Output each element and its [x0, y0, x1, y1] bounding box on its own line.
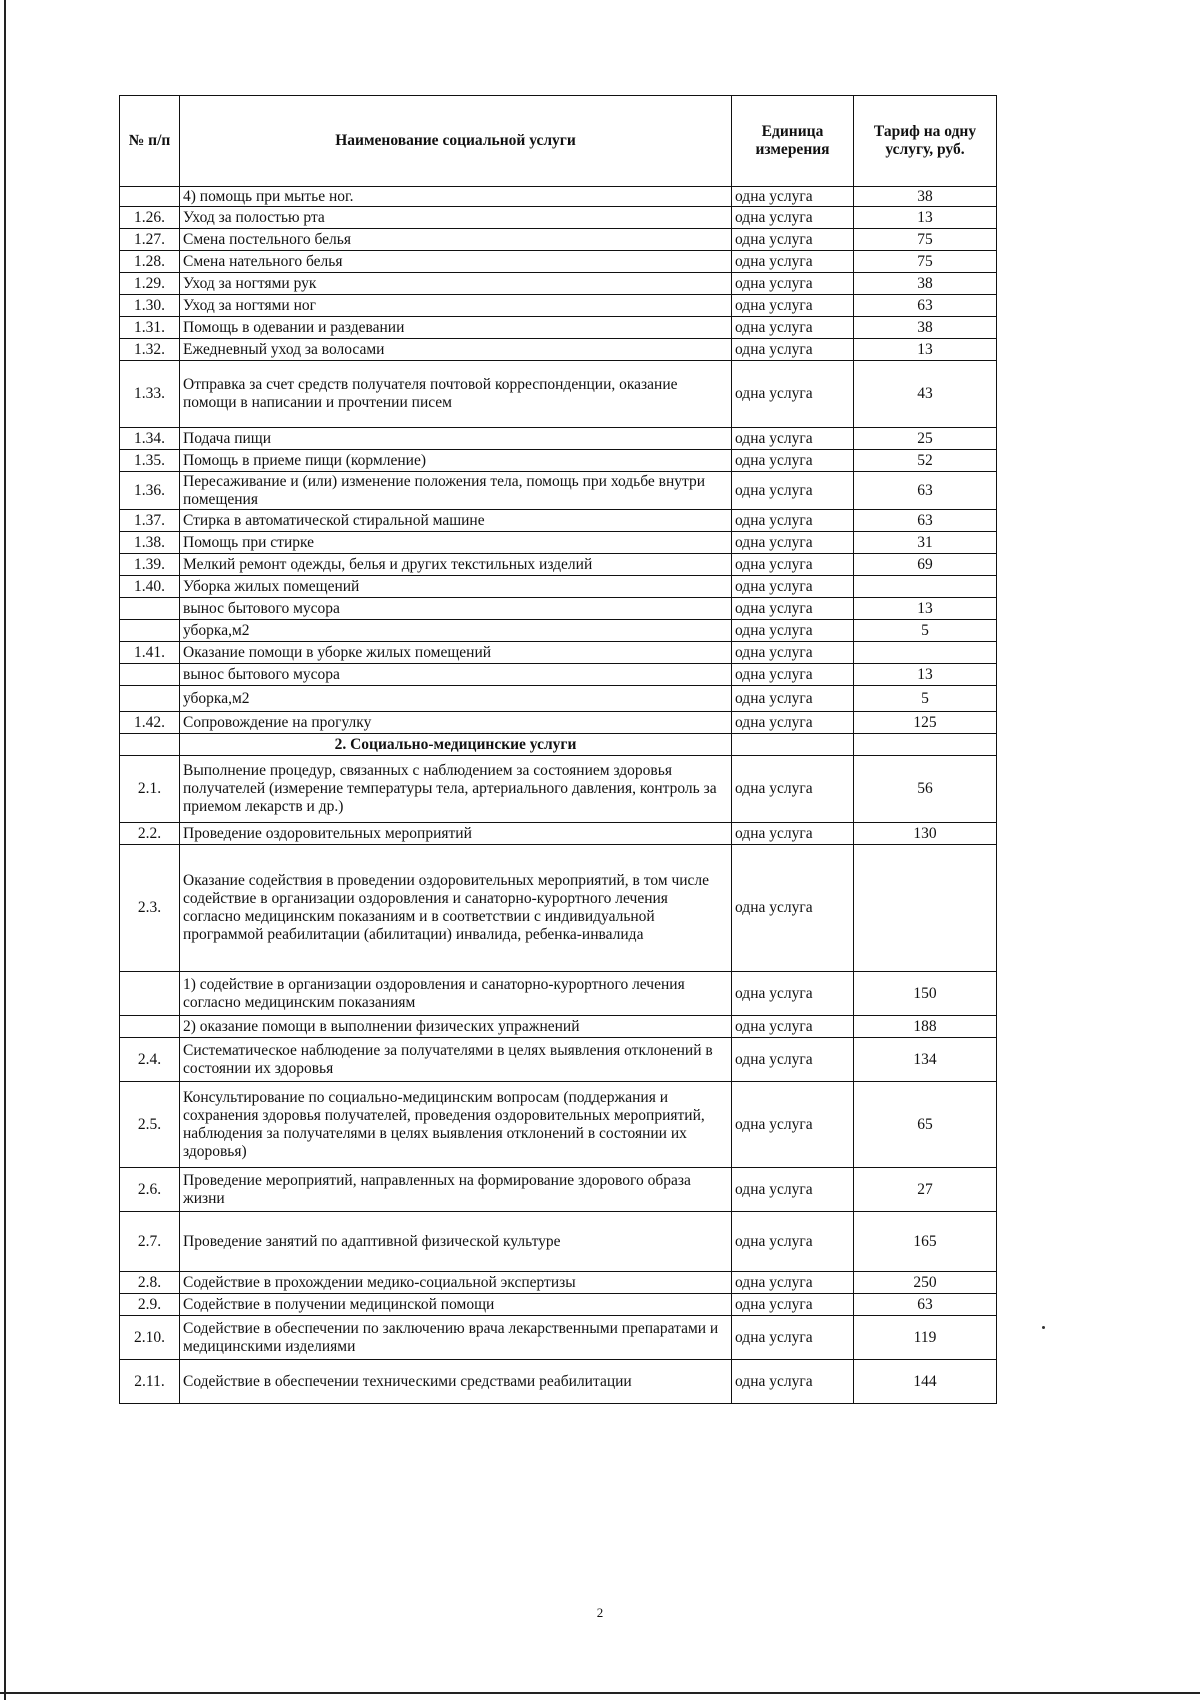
num-cell: 2.3. [120, 845, 180, 972]
price-cell [854, 576, 997, 598]
service-name-cell: Консультирование по социально-медицинским вопросам (поддержания и сохранения здоровья получателей, проведения оздоровительных мероприятий, наблюдения за получателями в целях выявления отклонений в состоянии их здоровья) [180, 1082, 732, 1168]
unit-cell: одна услуга [732, 712, 854, 734]
unit-cell: одна услуга [732, 576, 854, 598]
service-name-cell: Оказание содействия в проведении оздоровительных мероприятий, в том числе содействие в организации оздоровления и санаторно-курортного лечения согласно медицинским показаниям и в соответствии с индивидуальной программой реабилитации (абилитации) инвалида, ребенка-инвалида [180, 845, 732, 972]
num-cell: 1.32. [120, 339, 180, 361]
service-name-cell: Оказание помощи в уборке жилых помещений [180, 642, 732, 664]
table-row [120, 1082, 997, 1168]
num-cell: 1.33. [120, 361, 180, 428]
service-name-cell: Сопровождение на прогулку [180, 712, 732, 734]
unit-cell: одна услуга [732, 361, 854, 428]
section-row [120, 734, 997, 756]
price-cell: 13 [854, 207, 997, 229]
table-row [120, 317, 997, 339]
num-cell: 2.7. [120, 1212, 180, 1272]
table-row [120, 823, 997, 845]
price-cell: 63 [854, 510, 997, 532]
num-cell: 2.1. [120, 756, 180, 823]
num-cell: 1.30. [120, 295, 180, 317]
service-name-cell: вынос бытового мусора [180, 598, 732, 620]
table-row [120, 339, 997, 361]
service-name-cell: Содействие в прохождении медико-социальной экспертизы [180, 1272, 732, 1294]
services-tariff-table [119, 95, 997, 1404]
unit-cell: одна услуга [732, 251, 854, 273]
num-cell [120, 664, 180, 686]
service-name-cell: Проведение оздоровительных мероприятий [180, 823, 732, 845]
service-name-cell: Систематическое наблюдение за получателями в целях выявления отклонений в состоянии их здоровья [180, 1038, 732, 1082]
price-cell: 134 [854, 1038, 997, 1082]
price-cell: 38 [854, 317, 997, 339]
table-row [120, 1212, 997, 1272]
num-cell: 2.10. [120, 1316, 180, 1360]
unit-cell: одна услуга [732, 450, 854, 472]
table-row [120, 273, 997, 295]
unit-cell: одна услуга [732, 532, 854, 554]
price-cell: 165 [854, 1212, 997, 1272]
num-cell: 1.34. [120, 428, 180, 450]
num-cell: 2.4. [120, 1038, 180, 1082]
service-name-cell: Уход за ногтями рук [180, 273, 732, 295]
num-cell: 1.37. [120, 510, 180, 532]
header-price: Тариф на одну услугу, руб. [854, 96, 997, 187]
table-row [120, 450, 997, 472]
table-row [120, 229, 997, 251]
unit-cell: одна услуга [732, 295, 854, 317]
price-cell: 25 [854, 428, 997, 450]
unit-cell: одна услуга [732, 620, 854, 642]
table-row [120, 598, 997, 620]
price-cell [854, 642, 997, 664]
table-row [120, 207, 997, 229]
unit-cell: одна услуга [732, 1272, 854, 1294]
num-cell [120, 598, 180, 620]
num-cell: 1.36. [120, 472, 180, 510]
service-name-cell: Ежедневный уход за волосами [180, 339, 732, 361]
service-name-cell: Мелкий ремонт одежды, белья и других текстильных изделий [180, 554, 732, 576]
service-name-cell: Выполнение процедур, связанных с наблюдением за состоянием здоровья получателей (измерение температуры тела, артериального давления, контроль за приемом лекарств и др.) [180, 756, 732, 823]
num-cell: 2.5. [120, 1082, 180, 1168]
service-name-cell: Отправка за счет средств получателя почтовой корреспонденции, оказание помощи в написании и прочтении писем [180, 361, 732, 428]
service-name-cell: вынос бытового мусора [180, 664, 732, 686]
price-cell: 38 [854, 187, 997, 207]
service-name-cell: Стирка в автоматической стиральной машине [180, 510, 732, 532]
table-row [120, 1168, 997, 1212]
unit-cell: одна услуга [732, 845, 854, 972]
price-cell: 65 [854, 1082, 997, 1168]
service-name-cell: Содействие в получении медицинской помощи [180, 1294, 732, 1316]
service-name-cell: Содействие в обеспечении техническими средствами реабилитации [180, 1360, 732, 1404]
unit-cell: одна услуга [732, 207, 854, 229]
service-name-cell: уборка,м2 [180, 686, 732, 712]
price-cell: 119 [854, 1316, 997, 1360]
price-cell: 144 [854, 1360, 997, 1404]
table-row [120, 686, 997, 712]
unit-cell: одна услуга [732, 598, 854, 620]
unit-cell: одна услуга [732, 823, 854, 845]
table-row [120, 1360, 997, 1404]
service-name-cell: Уборка жилых помещений [180, 576, 732, 598]
num-cell [120, 686, 180, 712]
scan-left-edge [4, 0, 6, 1700]
price-cell: 13 [854, 339, 997, 361]
unit-cell: одна услуга [732, 1016, 854, 1038]
table-row [120, 510, 997, 532]
price-cell: 130 [854, 823, 997, 845]
price-cell: 43 [854, 361, 997, 428]
unit-cell: одна услуга [732, 972, 854, 1016]
scan-bottom-edge [0, 1692, 1200, 1694]
num-cell: 1.26. [120, 207, 180, 229]
service-name-cell: уборка,м2 [180, 620, 732, 642]
header-unit: Единица измерения [732, 96, 854, 187]
price-cell: 52 [854, 450, 997, 472]
service-name-cell: Помощь в приеме пищи (кормление) [180, 450, 732, 472]
unit-cell: одна услуга [732, 317, 854, 339]
num-cell: 1.40. [120, 576, 180, 598]
unit-cell: одна услуга [732, 1038, 854, 1082]
table-row [120, 554, 997, 576]
table-row [120, 1272, 997, 1294]
price-cell: 150 [854, 972, 997, 1016]
unit-cell: одна услуга [732, 1168, 854, 1212]
table-header-row [120, 96, 997, 187]
num-cell: 1.27. [120, 229, 180, 251]
price-cell [854, 845, 997, 972]
service-name-cell: Проведение мероприятий, направленных на формирование здорового образа жизни [180, 1168, 732, 1212]
table-row [120, 712, 997, 734]
unit-cell: одна услуга [732, 756, 854, 823]
unit-cell: одна услуга [732, 554, 854, 576]
num-cell: 1.31. [120, 317, 180, 339]
service-name-cell: Пересаживание и (или) изменение положения тела, помощь при ходьбе внутри помещения [180, 472, 732, 510]
unit-cell: одна услуга [732, 686, 854, 712]
table-row [120, 472, 997, 510]
price-cell: 5 [854, 620, 997, 642]
price-cell: 31 [854, 532, 997, 554]
table-row [120, 972, 997, 1016]
num-cell: 2.8. [120, 1272, 180, 1294]
table-row [120, 251, 997, 273]
section-unit-cell [732, 734, 854, 756]
service-name-cell: Помощь при стирке [180, 532, 732, 554]
unit-cell: одна услуга [732, 229, 854, 251]
service-name-cell: Уход за полостью рта [180, 207, 732, 229]
num-cell [120, 187, 180, 207]
num-cell: 1.35. [120, 450, 180, 472]
table-row [120, 532, 997, 554]
section-num-cell [120, 734, 180, 756]
service-name-cell: 2) оказание помощи в выполнении физических упражнений [180, 1016, 732, 1038]
unit-cell: одна услуга [732, 1316, 854, 1360]
price-cell: 125 [854, 712, 997, 734]
unit-cell: одна услуга [732, 664, 854, 686]
num-cell [120, 1016, 180, 1038]
service-name-cell: Содействие в обеспечении по заключению врача лекарственными препаратами и медицинскими изделиями [180, 1316, 732, 1360]
section-title: 2. Социально-медицинские услуги [180, 734, 732, 756]
price-cell: 75 [854, 229, 997, 251]
table-body [120, 187, 997, 1404]
header-name: Наименование социальной услуги [180, 96, 732, 187]
service-name-cell: 1) содействие в организации оздоровления и санаторно-курортного лечения согласно медицинским показаниям [180, 972, 732, 1016]
service-name-cell: Уход за ногтями ног [180, 295, 732, 317]
num-cell: 1.41. [120, 642, 180, 664]
unit-cell: одна услуга [732, 428, 854, 450]
price-cell: 69 [854, 554, 997, 576]
num-cell: 2.9. [120, 1294, 180, 1316]
unit-cell: одна услуга [732, 273, 854, 295]
unit-cell: одна услуга [732, 1360, 854, 1404]
table-row [120, 361, 997, 428]
num-cell: 1.29. [120, 273, 180, 295]
price-cell: 63 [854, 472, 997, 510]
table-row [120, 1294, 997, 1316]
num-cell: 2.11. [120, 1360, 180, 1404]
page-number: 2 [596, 1605, 604, 1620]
table-row [120, 187, 997, 207]
table-row [120, 1038, 997, 1082]
table-row [120, 664, 997, 686]
service-name-cell: Помощь в одевании и раздевании [180, 317, 732, 339]
price-cell: 38 [854, 273, 997, 295]
table-row [120, 295, 997, 317]
num-cell: 1.38. [120, 532, 180, 554]
num-cell: 1.39. [120, 554, 180, 576]
unit-cell: одна услуга [732, 472, 854, 510]
price-cell: 250 [854, 1272, 997, 1294]
price-cell: 188 [854, 1016, 997, 1038]
section-price-cell [854, 734, 997, 756]
service-name-cell: Подача пищи [180, 428, 732, 450]
num-cell: 2.2. [120, 823, 180, 845]
num-cell [120, 972, 180, 1016]
service-name-cell: 4) помощь при мытье ног. [180, 187, 732, 207]
unit-cell: одна услуга [732, 1082, 854, 1168]
price-cell: 13 [854, 598, 997, 620]
table-row [120, 576, 997, 598]
table-row [120, 428, 997, 450]
num-cell: 1.42. [120, 712, 180, 734]
unit-cell: одна услуга [732, 339, 854, 361]
service-name-cell: Проведение занятий по адаптивной физической культуре [180, 1212, 732, 1272]
table-row [120, 845, 997, 972]
num-cell [120, 620, 180, 642]
table-row [120, 642, 997, 664]
service-name-cell: Смена нательного белья [180, 251, 732, 273]
unit-cell: одна услуга [732, 1212, 854, 1272]
price-cell: 27 [854, 1168, 997, 1212]
price-cell: 56 [854, 756, 997, 823]
num-cell: 1.28. [120, 251, 180, 273]
service-name-cell: Смена постельного белья [180, 229, 732, 251]
unit-cell: одна услуга [732, 642, 854, 664]
price-cell: 63 [854, 1294, 997, 1316]
table-row [120, 620, 997, 642]
price-cell: 75 [854, 251, 997, 273]
table-row [120, 1316, 997, 1360]
unit-cell: одна услуга [732, 187, 854, 207]
header-num: № п/п [120, 96, 180, 187]
unit-cell: одна услуга [732, 510, 854, 532]
price-cell: 63 [854, 295, 997, 317]
num-cell: 2.6. [120, 1168, 180, 1212]
price-cell: 5 [854, 686, 997, 712]
table-row [120, 756, 997, 823]
price-cell: 13 [854, 664, 997, 686]
table-row [120, 1016, 997, 1038]
scan-speck [1042, 1326, 1045, 1329]
unit-cell: одна услуга [732, 1294, 854, 1316]
